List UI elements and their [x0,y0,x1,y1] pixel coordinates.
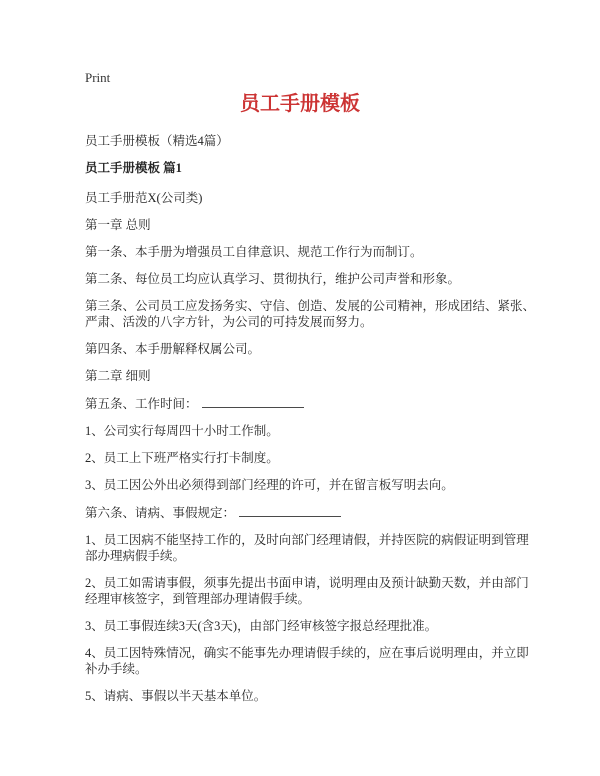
document-subtitle: 员工手册模板（精选4篇） [85,134,229,148]
doc-paragraph-text: 2、员工上下班严格实行打卡制度。 [85,451,279,465]
paragraph-list [85,190,537,704]
doc-paragraph [85,477,537,493]
doc-paragraph [85,341,537,357]
doc-paragraph-text: 1、员工因病不能坚持工作的，及时向部门经理请假，并持医院的病假证明到管理部办理病假手续。 [85,533,529,563]
print-link[interactable]: Print [85,70,111,85]
doc-paragraph [85,298,537,330]
doc-paragraph-text: 第二条、每位员工均应认真学习、贯彻执行，维护公司声誉和形象。 [85,272,461,286]
doc-paragraph-text: 第五条、工作时间： [85,397,198,411]
doc-paragraph-text: 第一条、本手册为增强员工自律意识、规范工作行为而制订。 [85,245,423,259]
doc-paragraph-text: 2、员工如需请事假，须事先提出书面申请，说明理由及预计缺勤天数，并由部门经理审核签字，到管理部办理请假手续。 [85,576,529,606]
doc-paragraph [85,217,537,233]
doc-paragraph-text: 第四条、本手册解释权属公司。 [85,342,261,356]
doc-paragraph [85,645,537,677]
doc-paragraph [85,504,537,521]
doc-paragraph [85,575,537,607]
doc-paragraph [85,450,537,466]
doc-paragraph [85,532,537,564]
doc-paragraph-text: 员工手册范X(公司类) [85,191,203,205]
fill-in-blank-line [239,504,341,517]
doc-paragraph [85,190,537,206]
doc-paragraph-text: 第六条、请病、事假规定： [85,506,236,520]
doc-paragraph-text: 4、员工因特殊情况，确实不能事先办理请假手续的，应在事后说明理由，并立即补办手续。 [85,646,529,676]
doc-paragraph-text: 5、请病、事假以半天基本单位。 [85,689,267,703]
document-body [85,133,537,704]
document-title: 员工手册模板 [240,93,360,115]
doc-paragraph-text: 3、员工因公外出必须得到部门经理的许可，并在留言板写明去向。 [85,478,454,492]
doc-paragraph-text: 第三条、公司员工应发扬务实、守信、创造、发展的公司精神，形成团结、紧张、严肃、活泼的八字方针，为公司的可持发展而努力。 [85,299,536,329]
doc-paragraph-text: 第二章 细则 [85,369,151,383]
doc-paragraph-text: 3、员工事假连续3天(含3天)，由部门经审核签字报总经理批准。 [85,619,438,633]
fill-in-blank-line [202,395,304,408]
doc-paragraph [85,368,537,384]
doc-paragraph [85,423,537,439]
doc-paragraph-text: 第一章 总则 [85,218,151,232]
part-heading: 员工手册模板 篇1 [85,161,182,175]
doc-paragraph [85,688,537,704]
doc-paragraph [85,271,537,287]
doc-paragraph-text: 1、公司实行每周四十小时工作制。 [85,424,279,438]
doc-paragraph [85,618,537,634]
doc-paragraph [85,395,537,412]
doc-paragraph [85,244,537,260]
